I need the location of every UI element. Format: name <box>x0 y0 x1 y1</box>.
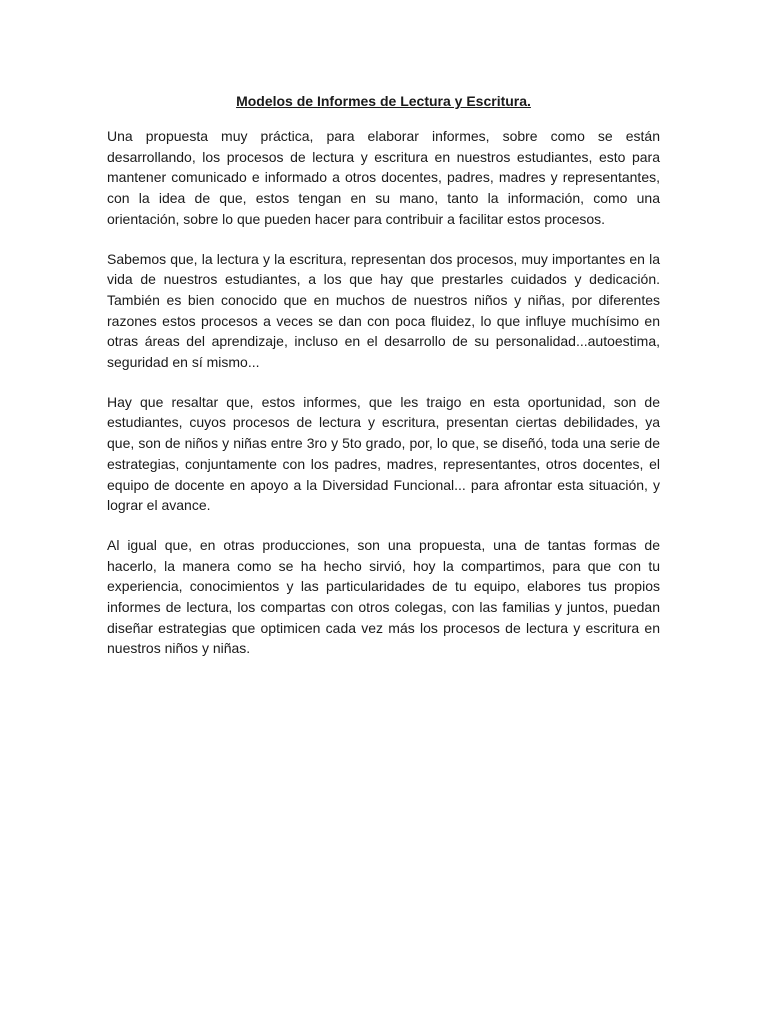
paragraph-4: Al igual que, en otras producciones, son una propuesta, una de tantas formas de hacerlo, la manera como se ha hecho sirvió, hoy la compartimos, para que con tu experiencia, conocimientos y las particularidades de tu equipo, elabores tus propios informes de lectura, los compartas con otros colegas, con las familias y juntos, puedan diseñar estrategias que optimicen cada vez más los procesos de lectura y escritura en nuestros niños y niñas. <box>107 536 660 657</box>
paragraph-2: Sabemos que, la lectura y la escritura, representan dos procesos, muy importantes en la vida de nuestros estudiantes, a los que hay que prestarles cuidados y dedicación. También es bien conocido que en muchos de nuestros niños y niñas, por diferentes razones estos procesos a veces se dan con poca fluidez, lo que influye muchísimo en otras áreas del aprendizaje, incluso en el desarrollo de su personalidad...autoestima, seguridad en sí mismo... <box>107 250 660 371</box>
paragraph-3: Hay que resaltar que, estos informes, que les traigo en esta oportunidad, son de estudiantes, cuyos procesos de lectura y escritura, presentan ciertas debilidades, ya que, son de niños y niñas entre 3ro y 5to grado, por, lo que, se diseñó, toda una serie de estrategias, conjuntamente con los padres, madres, representantes, otros docentes, el equipo de docente en apoyo a la Diversidad Funcional... para afrontar esta situación, y lograr el avance. <box>107 393 660 514</box>
document-body <box>107 126 660 678</box>
document-title: Modelos de Informes de Lectura y Escritura. <box>236 93 531 109</box>
paragraph-1: Una propuesta muy práctica, para elaborar informes, sobre como se están desarrollando, los procesos de lectura y escritura en nuestros estudiantes, esto para mantener comunicado e informado a otros docentes, padres, madres y representantes, con la idea de que, estos tengan en su mano, tanto la información, como una orientación, sobre lo que pueden hacer para contribuir a facilitar estos procesos. <box>107 128 660 227</box>
